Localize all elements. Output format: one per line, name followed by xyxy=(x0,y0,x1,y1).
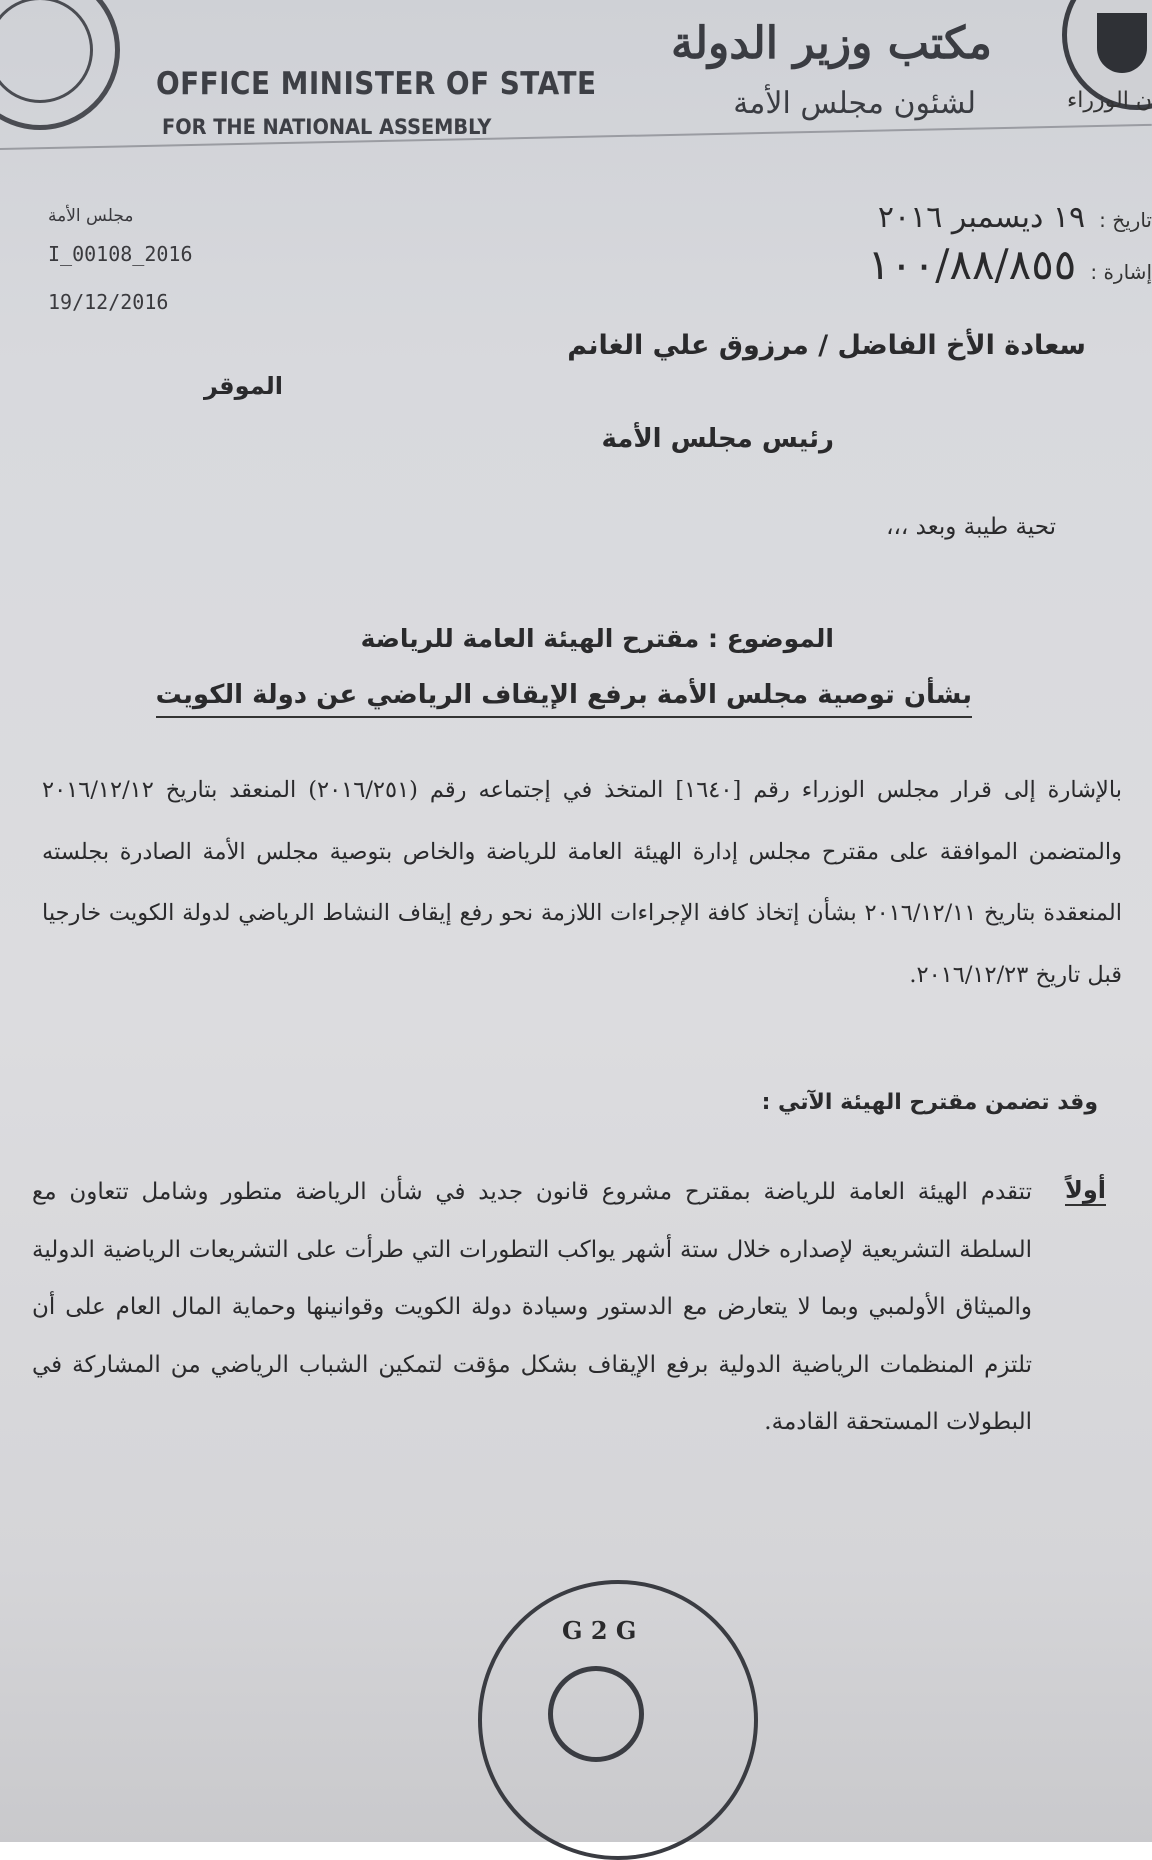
addressee-line1: سعادة الأخ الفاضل / مرزوق علي الغانم xyxy=(567,330,1086,361)
subject-line1: الموضوع : مقترح الهيئة العامة للرياضة xyxy=(360,624,834,653)
ref-value: ١٠٠/٨٨/٨٥٥ xyxy=(867,240,1077,289)
emblem-caption: ن الوزراء xyxy=(1066,88,1152,113)
stamp-code: G 2 G xyxy=(562,1616,637,1645)
item-number: أولاً xyxy=(1064,1176,1106,1204)
subject-line2: بشأن توصية مجلس الأمة برفع الإيقاف الرياضي عن دولة الكويت xyxy=(156,680,972,718)
ref-label: إشارة : xyxy=(1090,260,1152,284)
registration-number: I_00108_2016 xyxy=(48,242,193,266)
header-title-ar-line1: مكتب وزير الدولة xyxy=(671,18,992,69)
item-text: تتقدم الهيئة العامة للرياضة بمقترح مشروع قانون جديد في شأن الرياضة متطور وشامل تتعاون مع السلطة التشريعية لإصداره خلال ستة أشهر يواكب التطورات التي طرأت على التشريعات الرياضية الدولية والميثاق الأولمبي وبما لا يتعارض مع الدستور وسيادة دولة الكويت وقوانينها وحماية المال العام على أن تلتزم المنظمات الرياضية الدولية برفع الإيقاف بشكل مؤقت لتمكين الشباب الرياضي من المشاركة في البطولات المستحقة القادمة. xyxy=(32,1179,1032,1435)
header-title-en-line1: OFFICE MINISTER OF STATE xyxy=(156,66,597,102)
items-intro: وقد تضمن مقترح الهيئة الآتي : xyxy=(761,1090,1098,1115)
addressee-line2: رئيس مجلس الأمة xyxy=(601,424,834,454)
header-title-en-line2: FOR THE NATIONAL ASSEMBLY xyxy=(162,115,492,139)
letter-date xyxy=(878,200,1152,235)
left-emblem-logo xyxy=(0,0,120,130)
date-value: ١٩ ديسمبر ٢٠١٦ xyxy=(877,200,1086,235)
registration-date: 19/12/2016 xyxy=(48,290,169,314)
header-title-ar-line2: لشئون مجلس الأمة xyxy=(733,86,976,121)
letter-reference xyxy=(868,240,1152,289)
addressee-honorific: الموقر xyxy=(204,372,284,400)
greeting: تحية طيبة وبعد ،،، xyxy=(886,514,1056,540)
registration-label: مجلس الأمة xyxy=(48,206,134,226)
date-label: تاريخ : xyxy=(1099,208,1152,232)
body-paragraph: بالإشارة إلى قرار مجلس الوزراء رقم [١٦٤٠] المتخذ في إجتماعه رقم (٢٠١٦/٢٥١) المنعقد بتاريخ ٢٠١٦/١٢/١٢ والمتضمن الموافقة على مقترح مجلس إدارة الهيئة العامة للرياضة والخاص بتوصية مجلس الأمة الصادرة بجلسته المنعقدة بتاريخ ٢٠١٦/١٢/١١ بشأن إتخاذ كافة الإجراءات اللازمة نحو رفع إيقاف النشاط الرياضي لدولة الكويت خارجيا قبل تاريخ ٢٠١٦/١٢/٢٣. xyxy=(42,777,1122,988)
